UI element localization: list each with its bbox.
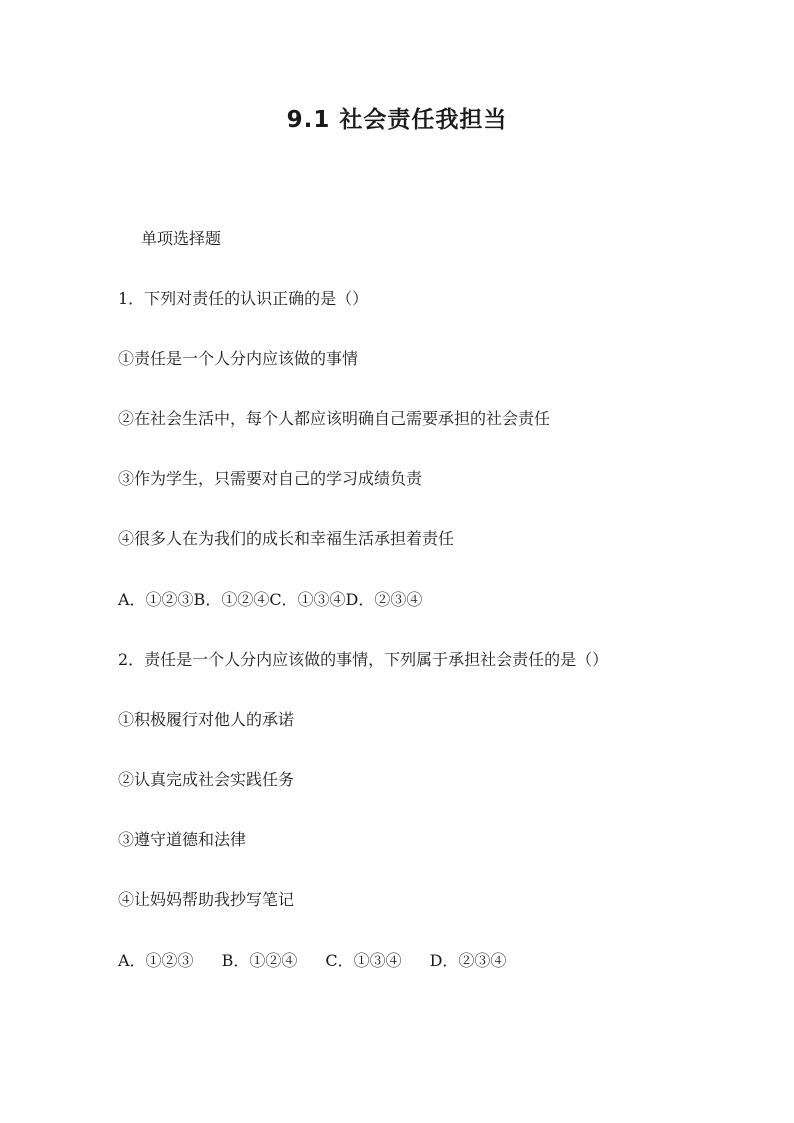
question-2-option-a: A．①②③ (118, 951, 194, 970)
question-2-item-1: ①积极履行对他人的承诺 (118, 710, 295, 729)
question-2-option-b: B．①②④ (221, 951, 298, 970)
question-2-options (118, 950, 506, 972)
question-2-option-c: C．①③④ (325, 951, 402, 970)
question-2-item-4: ④让妈妈帮助我抄写笔记 (118, 890, 295, 909)
question-1-options: A．①②③B．①②④C．①③④D．②③④ (118, 590, 423, 609)
question-1-item-3: ③作为学生，只需要对自己的学习成绩负责 (118, 469, 423, 488)
question-1-item-1: ①责任是一个人分内应该做的事情 (118, 349, 359, 368)
question-1-item-4: ④很多人在为我们的成长和幸福生活承担着责任 (118, 529, 455, 548)
question-1-stem: 1．下列对责任的认识正确的是（） (118, 289, 369, 308)
question-2-stem: 2．责任是一个人分内应该做的事情，下列属于承担社会责任的是（） (118, 650, 609, 669)
section-heading: 单项选择题 (141, 229, 222, 248)
question-2-item-3: ③遵守道德和法律 (118, 830, 247, 849)
page-title: 9.1 社会责任我担当 (286, 107, 508, 133)
question-2-option-d: D．②③④ (429, 951, 507, 970)
question-2-item-2: ②认真完成社会实践任务 (118, 770, 295, 789)
question-1-item-2: ②在社会生活中，每个人都应该明确自己需要承担的社会责任 (118, 409, 551, 428)
